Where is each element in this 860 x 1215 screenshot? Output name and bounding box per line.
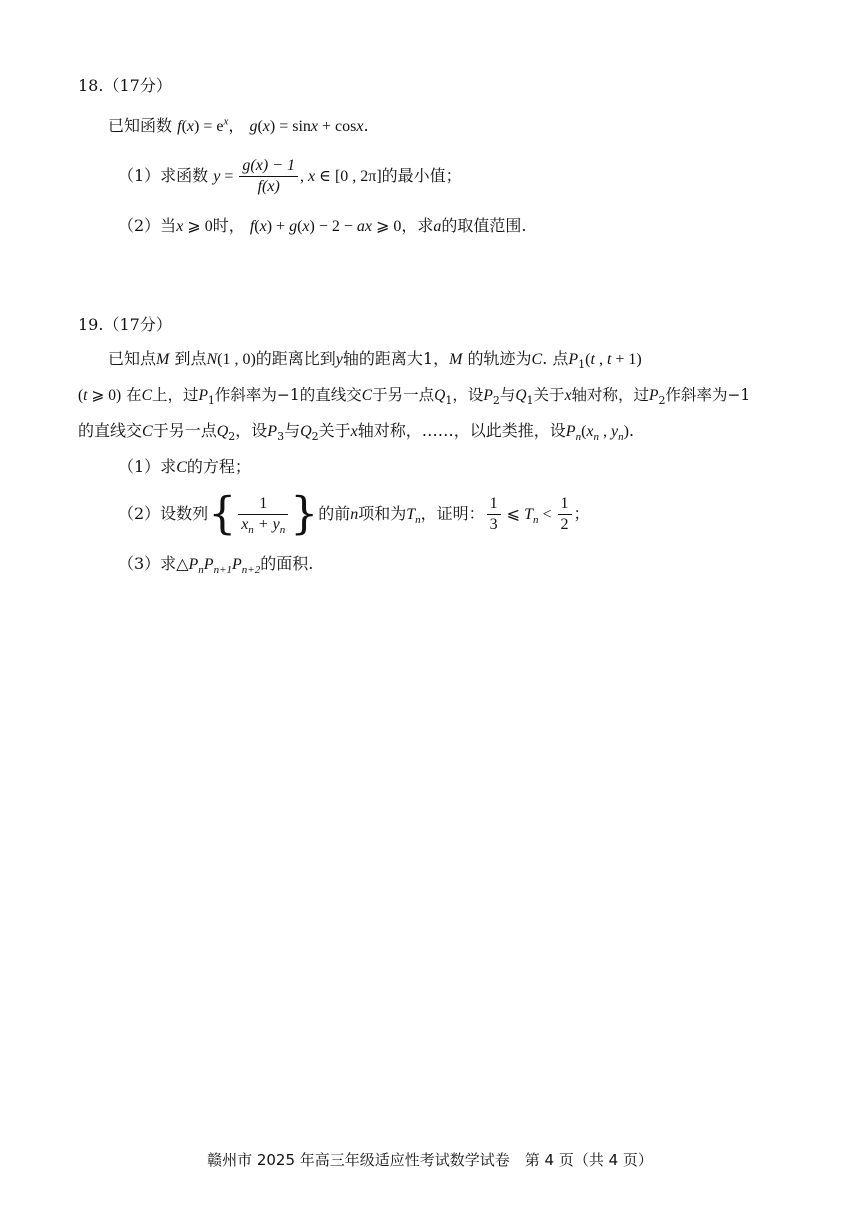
q19-part2: （2）设数列{ $\frac{1}{x_n + y_n}$ }的前n项和为$T_n$，证明： $\frac{1}{3}$ ⩽ $T_n$ < $\frac{1}{2}$ ； bbox=[118, 488, 590, 540]
q18-part2: （2）当x ⩾ 0时， f(x) + g(x) − 2 − ax ⩾ 0，求a的取值范围. bbox=[118, 216, 527, 235]
q19-number: 19. bbox=[78, 315, 104, 334]
q19-line2: (t ⩾ 0) 在C上，过$P_1$作斜率为−1的直线交C于另一点$Q_1$，设$P_2$与$Q_1$关于x轴对称，过$P_2$作斜率为−1 bbox=[78, 386, 751, 408]
q19-part3: （3）求$\triangle P_nP_{n+1}P_{n+2}$的面积. bbox=[118, 554, 314, 577]
q18-number: 18. bbox=[78, 76, 104, 95]
q19-sequence-fraction: $\frac{1}{x_n + y_n}$ bbox=[238, 494, 288, 535]
q18-f-def: f bbox=[177, 118, 182, 135]
q19-points: （17分） bbox=[103, 315, 172, 334]
q19-line1: 已知点M 到点N(1 , 0)的距离比到y轴的距离大1，M 的轨迹为C. 点$P_1(t$ , t + 1) bbox=[108, 349, 642, 372]
q19-part1: （1）求C的方程； bbox=[118, 457, 251, 476]
q19-header bbox=[78, 314, 172, 336]
q18-fraction: $\frac{g(x) - 1}{f(x)}$ bbox=[239, 156, 298, 197]
q18-intro: 已知函数 $f(x) = e^x$， g(x) = sinx + cosx. bbox=[108, 115, 369, 135]
page-footer: 赣州市 2025 年高三年级适应性考试数学试卷 第 4 页（共 4 页） bbox=[207, 1151, 653, 1169]
q18-points: （17分） bbox=[103, 76, 172, 95]
q19-line3: 的直线交C于另一点$Q_2$，设$P_3$与$Q_2$关于x轴对称，……，以此类推，设$P_n(x_n$ , $y_n$). bbox=[78, 421, 635, 444]
q18-part1: （1）求函数 y = $\frac{g(x) - 1}{f(x)}$ , x ∈ [0 , 2π]的最小值； bbox=[118, 157, 462, 195]
q18-header bbox=[78, 75, 172, 97]
